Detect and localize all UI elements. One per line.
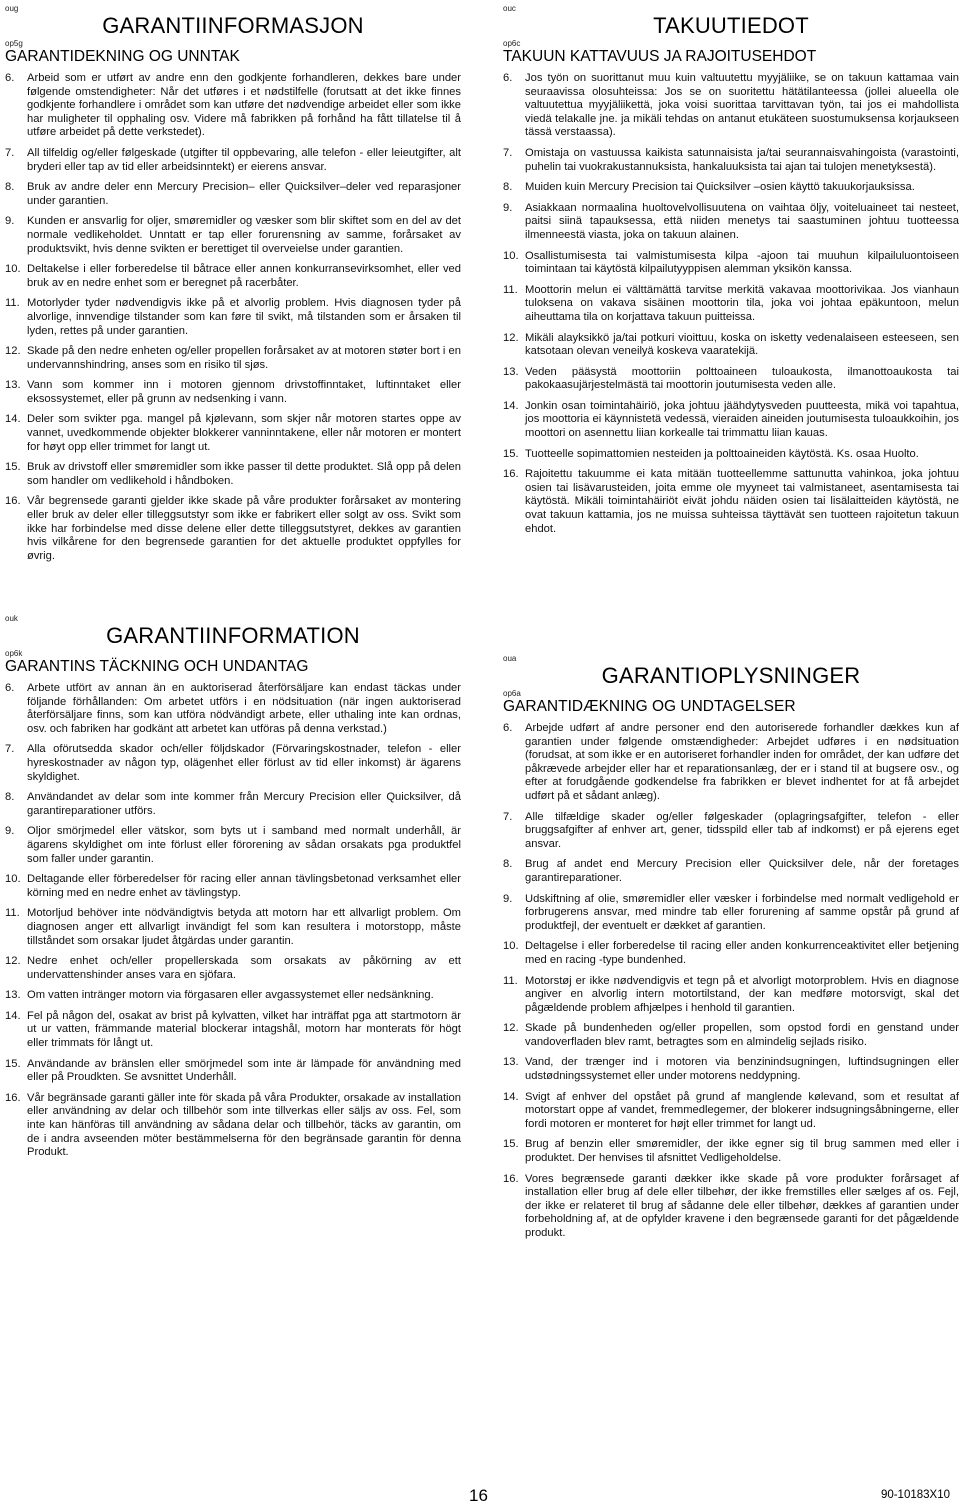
list-item — [503, 284, 959, 325]
subsection-code: op5g — [5, 39, 23, 48]
item-number: 11. — [5, 297, 20, 310]
item-text: Muiden kuin Mercury Precision tai Quicksilver –osien käyttö takuukorjauksissa. — [525, 181, 915, 194]
item-text: Bruk av andre deler enn Mercury Precision– eller Quicksilver–deler ved reparasjoner under garantien. — [27, 181, 461, 207]
item-number: 8. — [5, 791, 15, 804]
list-item — [5, 345, 461, 372]
right-column — [503, 0, 959, 1239]
item-number: 8. — [503, 858, 513, 871]
list-item — [5, 791, 461, 818]
item-number: 7. — [503, 146, 513, 159]
item-number: 7. — [503, 810, 513, 823]
item-number: 16. — [5, 495, 21, 508]
item-number: 12. — [503, 331, 519, 344]
list-item — [5, 495, 461, 563]
item-number: 15. — [503, 447, 519, 460]
section-title: GARANTIINFORMATION — [106, 623, 360, 648]
list-item — [503, 448, 959, 462]
list-item — [5, 379, 461, 406]
item-number: 10. — [503, 249, 519, 262]
item-number: 8. — [5, 181, 15, 194]
item-text: Vår begränsade garanti gäller inte för skada på våra Produkter, orsakade av installation eller användning av delar och tillbehör som inte tillverkas eller säljs av oss. Fel, som inte kan hänföras till användning av sådana delar och tillbehör, täcks av garantin, om de i andra avseenden möter bestämmelserna för den begränsade garantin för denna Produkt. — [27, 1091, 461, 1159]
item-text: Jonkin osan toimintahäiriö, joka johtuu jäähdytysveden puutteesta, mikä voi tapahtua, jos moottoria ei käynnistetä vedessä, vieraiden aineiden joutumisesta tuloaukkoihin, jos moottori on asennettu liian korkealle tai trimmattu liian kauas. — [525, 399, 959, 440]
list-item — [5, 989, 461, 1003]
list-item — [5, 215, 461, 256]
item-number: 15. — [503, 1138, 519, 1151]
item-text: Alle tilfældige skader og/eller følgeskader (oplagringsafgifter, telefon - eller bruggsafgifter af enhver art, gener, tidsspild eller tab af indkomst) er på ejerens eget ansvar. — [525, 810, 959, 850]
list-item — [503, 202, 959, 243]
item-number: 7. — [5, 146, 15, 159]
item-text: Oljor smörjmedel eller vätskor, som byts ut i samband med normalt underhåll, är ägarens skyldighet om inte förlust eller förorening av sådan orsakats pga produktfel som faller under garantin. — [27, 825, 461, 865]
item-number: 9. — [5, 825, 15, 838]
item-text: Deltakelse i eller forberedelse til båtrace eller annen konkurransevirksomhet, eller ved bruk av en nedre enhet som er beregnet på racerbåter. — [27, 263, 461, 289]
list-item — [5, 907, 461, 948]
list-item — [5, 181, 461, 208]
item-number: 16. — [503, 468, 519, 481]
list-item — [503, 468, 959, 536]
list-item — [5, 955, 461, 982]
section-danish — [503, 654, 959, 1248]
item-text: Nedre enhet och/eller propellerskada som orsakats av påkörning av ett undervattenshinder anses vara en sjöfara. — [27, 955, 461, 981]
list-item — [5, 72, 461, 140]
list-item — [503, 893, 959, 934]
subsection-code: op6k — [5, 649, 23, 658]
list-item — [5, 1092, 461, 1160]
item-number: 6. — [5, 682, 15, 694]
item-number: 11. — [503, 974, 518, 987]
section-code: ouk — [5, 614, 18, 623]
list-item — [5, 147, 461, 174]
item-text: Vann som kommer inn i motoren gjennom drivstoffinntaket, luftinntaket eller eksossystemet, eller på grunn av nedsenking i vann. — [27, 379, 461, 405]
item-text: Deler som svikter pga. mangel på kjølevann, som skjer når motoren startes oppe av vannet, uvedkommende objekter blokkerer vanninntakene, eller når motoren er montert for høyt opp eller trimmet for langt ut. — [27, 413, 461, 453]
section-title: TAKUUTIEDOT — [653, 13, 809, 38]
item-text: Motorljud behöver inte nödvändigtvis betyda att motorn har ett allvarligt problem. Om diagnosen anger ett allvarligt invändigt fel som kan resultera i motorstopp, måste tillståndet som orsakar ljudet åtgärdas under garantin. — [27, 907, 461, 947]
section-subtitle: GARANTIDÆKNING OG UNDTAGELSER — [503, 698, 796, 715]
list-item — [503, 975, 959, 1016]
list-item — [5, 873, 461, 900]
item-text: Rajoitettu takuumme ei kata mitään tuotteellemme sattunutta vahinkoa, joka johtuu osien tai lisävarusteiden, joita emme ole myyneet tai valmistaneet, asentamisesta tai käytöstä. Mikäli toimintahäiriöt eivät johdu näiden osien tai lisälaitteiden käytöstä, ne ovat takuun kattamia, jos ne muissa suhteissa täyttävät sen tuotteen rajoitetun takuun ehdot. — [525, 468, 959, 535]
item-text: Alla oförutsedda skador och/eller följdskador (Förvaringskostnader, telefon - eller hyreskostnader av någon typ, olägenhet eller förlust av tid eller inkomst) är ägarens skyldighet. — [27, 743, 461, 783]
left-column — [5, 0, 461, 1159]
item-number: 10. — [5, 263, 21, 276]
item-number: 11. — [503, 283, 518, 296]
item-text: Arbejde udført af andre personer end den autoriserede forhandler dækkes kun af garantien under følgende omstændigheder: Arbejdet udføres i en nødsituation (forudsat, at som ikke er en autoriseret forhandler inden for området, der kan udføre det påkrævede arbejder eller har et reparationsanlæg, der er i stand til at bugsere osv., og efter at forudgående godkendelse fra fabrikken er blevet indhentet for at få arbejdet udført på et sådant anlæg). — [525, 722, 959, 802]
document-code: 90-10183X10 — [880, 1489, 950, 1501]
item-text: Vores begrænsede garanti dækker ikke skade på vore produkter forårsaget af installation eller brug af dele eller tilbehør, der ikke fremstilles eller sælges af os. Fejl, der ikke er relateret til brug af sådanne dele eller tilbehør, dækkes af garantien under forbeholdning af, at de opfylder kravene i den begrænsede garanti for det pågældende produkt. — [525, 1172, 959, 1239]
list-item — [5, 461, 461, 488]
item-number: 13. — [5, 379, 21, 392]
item-number: 10. — [503, 940, 519, 953]
item-number: 14. — [503, 1090, 519, 1103]
item-text: Vår begrensede garanti gjelder ikke skade på våre produkter forårsaket av montering eller bruk av deler eller tilleggsutstyr som ikke er fabrikert eller solgt av oss. Svikt som ikke har forbindelse med disse delene eller dette tilleggsutstyret, dekkes av garantien hvis vilkårene for den begrensede garantien for det aktuelle produktet oppfylles for øvrig. — [27, 495, 461, 562]
item-text: Mikäli alayksikkö ja/tai potkuri vioittuu, koska on isketty vedenalaiseen esteeseen, sen katsotaan olevan veneilyä koskeva vaaratekijä. — [525, 331, 959, 358]
item-text: Osallistumisesta tai valmistumisesta kilpa -ajoon tai muuhun kilpailuluontoiseen toimintaan tai käytöstä kilpailutyyppisen alemman yksikön kanssa. — [525, 249, 959, 276]
item-number: 13. — [503, 1056, 519, 1069]
item-number: 15. — [5, 461, 21, 474]
item-text: Vand, der trænger ind i motoren via benzinindsugningen, luftindsugningen eller udstødningssystemet eller under motorens neddypning. — [525, 1056, 959, 1083]
list-item — [503, 1091, 959, 1132]
list-item — [5, 1010, 461, 1051]
item-text: Brug af benzin eller smøremidler, der ikke egner sig til brug sammen med eller i produktet. Der henvises til afsnittet Vedligeholdelse. — [525, 1138, 959, 1165]
list-item — [5, 413, 461, 454]
item-number: 9. — [503, 201, 513, 214]
item-number: 6. — [503, 72, 513, 84]
list-item — [5, 263, 461, 290]
list-item — [503, 181, 959, 195]
item-text: Skade på bundenheden og/eller propellen, som opstod fordi en genstand under vandoverfladen blev ramt, betragtes som en almindelig sejlads risiko. — [525, 1022, 959, 1048]
section-code: oua — [503, 654, 517, 663]
list-item — [503, 1173, 959, 1241]
item-number: 16. — [503, 1172, 519, 1185]
item-number: 6. — [503, 722, 513, 734]
item-text: Användandet av delar som inte kommer från Mercury Precision eller Quicksilver, då garantireparationer utförs. — [27, 791, 461, 817]
item-text: Jos työn on suorittanut muu kuin valtuutettu myyjäliike, se on takuun kattamaa vain seuraavissa olosuhteissa: Jos se on suoritettu hätätilanteessa (jollei alueella ole valtuutettua myyjäliikettä, joka voisi suorittaa tarvittavan työn, tai jos ei mahdollista viedä telakalle jne. ja mikäli tehdas on antanut etukäteen suostumuksensa korjaukseen tässä verstaassa). — [525, 72, 959, 139]
item-number: 8. — [503, 181, 513, 194]
item-number: 12. — [5, 345, 21, 358]
item-text: Omistaja on vastuussa kaikista satunnaisista ja/tai seurannaisvahingoista (varastointi, puhelin tai vuokrakustannuksista, hankaluuksista tai ajan tai tulojen menetyksestä). — [525, 146, 959, 173]
item-text: Brug af andet end Mercury Precision eller Quicksilver dele, når der foretages garantireparationer. — [525, 858, 959, 884]
list-item — [503, 147, 959, 174]
item-text: Kunden er ansvarlig for oljer, smøremidler og væsker som blir skiftet som en del av det normale vedlikeholdet. Unntatt er tap eller forurensning av samme, forårsaket av produktsvikt, hvis denne svikten er berettiget til overveielse under garantien. — [27, 215, 461, 255]
item-text: Användande av bränslen eller smörjmedel som inte är lämpade för användning med eller på Proudkten. Se avsnittet Underhåll. — [27, 1057, 461, 1084]
item-number: 12. — [503, 1022, 519, 1035]
list-item — [503, 72, 959, 140]
item-text: Tuotteelle sopimattomien nesteiden ja polttoaineiden käytöstä. Ks. osaa Huolto. — [525, 447, 919, 460]
item-number: 7. — [5, 743, 15, 756]
list-item — [503, 366, 959, 393]
item-number: 9. — [503, 892, 513, 905]
list-item — [503, 940, 959, 967]
item-number: 10. — [5, 873, 21, 886]
list-item — [5, 825, 461, 866]
item-text: Deltagande eller förberedelser för racing eller annan tävlingsbetonad verksamhet eller körning med en nedre enhet av tävlingstyp. — [27, 873, 461, 899]
section-code: oug — [5, 4, 19, 13]
list-item — [5, 682, 461, 736]
item-text: All tilfeldig og/eller følgeskade (utgifter til oppbevaring, alle telefon - eller leieutgifter, alt bryderi eller tap av tid eller arbeidsinntekt) er eierens ansvar. — [27, 146, 461, 173]
item-text: Udskiftning af olie, smøremidler eller væsker i forbindelse med normalt vedligehold er forbrugerens ansvar, med mindre tab eller forurening af samme opstår på grund af produktfejl, der eventuelt er dækket af garantien. — [525, 892, 959, 932]
item-number: 6. — [5, 72, 15, 84]
section-subtitle: GARANTINS TÄCKNING OCH UNDANTAG — [5, 658, 309, 675]
item-number: 14. — [5, 1009, 21, 1022]
list-item — [503, 400, 959, 441]
subsection-code: op6c — [503, 39, 521, 48]
section-code: ouc — [503, 4, 516, 13]
item-text: Skade på den nedre enheten og/eller propellen forårsaket av at motoren støter bort i en undervannshindring, anses som en risiko til sjøs. — [27, 345, 461, 371]
section-finnish — [503, 4, 959, 536]
section-swedish — [5, 614, 461, 1167]
list-item — [503, 332, 959, 359]
item-text: Veden pääsystä moottoriin polttoaineen tuloaukosta, ilmanottoaukosta tai pakokaasujärjestelmästä tai moottorin joutumisesta veden alle. — [525, 365, 959, 392]
section-title: GARANTIINFORMASJON — [102, 13, 364, 38]
list-item — [503, 1138, 959, 1165]
list-item — [5, 1058, 461, 1085]
item-text: Svigt af enhver del opstået på grund af manglende kølevand, som et resultat af motorstart oppe af vandet, fremmedlegemer, der blokerer indsugningsåbningerne, eller fordi motoren er monteret for højt eller trimmet for langt ud. — [525, 1090, 959, 1130]
section-norwegian — [5, 4, 461, 563]
item-number: 15. — [5, 1057, 21, 1070]
page-number: 16 — [469, 1486, 488, 1505]
list-item — [5, 297, 461, 338]
item-number: 14. — [5, 413, 21, 426]
subsection-code: op6a — [503, 689, 521, 698]
item-text: Om vatten intränger motorn via förgasaren eller avgassystemet eller nedsänkning. — [27, 989, 434, 1002]
item-text: Asiakkaan normaalina huoltovelvollisuutena on vaihtaa öljy, voiteluaineet tai nesteet, paitsi siinä tapauksessa, että niiden menetys tai saastuminen johtuu tuotteessa ilmenneestä viasta, joka on takuun alainen. — [525, 201, 959, 241]
item-number: 9. — [5, 215, 15, 228]
section-subtitle: GARANTIDEKNING OG UNNTAK — [5, 48, 240, 65]
item-text: Motorlyder tyder nødvendigvis ikke på et alvorlig problem. Hvis diagnosen tyder på alvorlige, innvendige tilstander som kan føre til svikt, må tilstanden som er årsaken til lyden, rettes på under garantien. — [27, 297, 461, 337]
section-title: GARANTIOPLYSNINGER — [601, 663, 861, 688]
list-item — [503, 1056, 959, 1083]
item-number: 13. — [503, 365, 519, 378]
list-item — [503, 722, 959, 804]
list-item — [5, 743, 461, 784]
item-number: 14. — [503, 399, 519, 412]
item-text: Deltagelse i eller forberedelse til racing eller anden konkurrenceaktivitet eller betjening med en racing -type bundenhed. — [525, 940, 959, 966]
section-subtitle: TAKUUN KATTAVUUS JA RAJOITUSEHDOT — [503, 48, 817, 65]
list-item — [503, 811, 959, 852]
item-number: 13. — [5, 989, 21, 1002]
item-text: Bruk av drivstoff eller smøremidler som ikke passer til dette produktet. Slå opp på delen som handler om vedlikehold i håndboken. — [27, 461, 461, 487]
list-item — [503, 250, 959, 277]
item-number: 16. — [5, 1091, 21, 1104]
item-text: Arbete utfört av annan än en auktoriserad återförsäljare kan endast täckas under följande förhållanden: Om arbetet utförs i en nödsituation (när ingen auktoriserad återförsäljare finns, som kan utföra nödvändigt arbete, eller uthaling inte kan ordnas, osv. och fabriken har godkänt att arbetet kan utföras på denna verkstad.) — [27, 682, 461, 735]
item-number: 12. — [5, 955, 21, 968]
item-text: Motorstøj er ikke nødvendigvis et tegn på et alvorligt motorproblem. Hvis en diagnose angiver en alvorlig intern motortilstand, der kan medføre motorsvigt, skal det pågældende problem afhjælpes i henhold til garantien. — [525, 974, 959, 1014]
item-text: Moottorin melun ei välttämättä tarvitse merkitä vakavaa moottorivikaa. Jos vianhaun tuloksena on vakava sisäinen moottorin tila, joka voi johtaa epäkuntoon, melun aiheuttama tila on korjattava takuun puitteissa. — [525, 283, 959, 323]
item-number: 11. — [5, 907, 20, 920]
list-item — [503, 1022, 959, 1049]
list-item — [503, 858, 959, 885]
item-text: Fel på någon del, osakat av brist på kylvatten, vilket har inträffat pga att startmotorn är ut ur vatten, främmande material blockerar intagshål, motorn har monterats för högt eller trimmats för långt ut. — [27, 1009, 461, 1050]
item-text: Arbeid som er utført av andre enn den godkjente forhandleren, dekkes bare under følgende omstendigheter: Når det utføres i et nødstilfelle (forutsatt at det ikke finnes godkjente forhandlere i området som kan utføre det nødvendige arbeidet eller som ikke har muligheter til opphaling osv. Videre må fabrikken på forhånd ha fått tillatelse til å utføre arbeidet på dette verkstedet). — [27, 72, 461, 139]
